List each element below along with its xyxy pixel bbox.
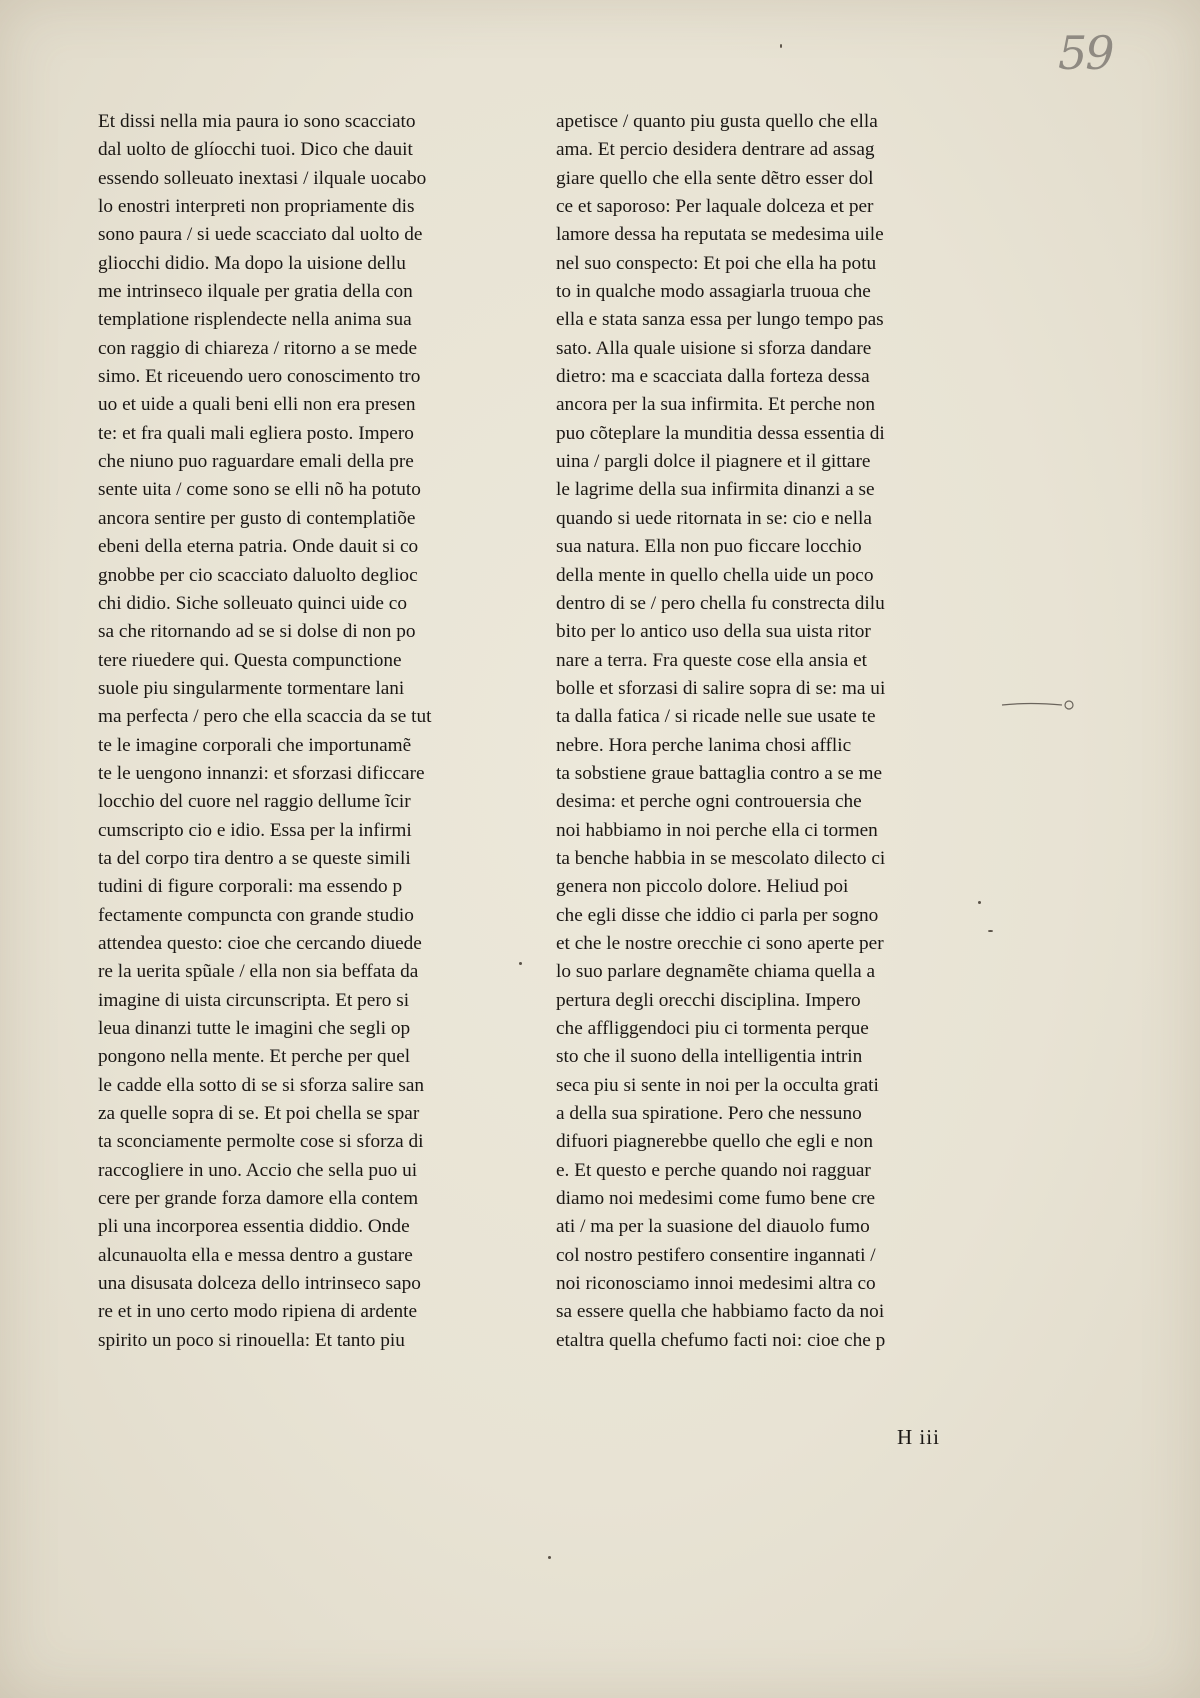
- text-line: Et dissi nella mia paura io sono scacciato: [98, 111, 416, 132]
- text-line: nel suo conspecto: Et poi che ella ha potu: [556, 252, 877, 274]
- text-line: te le imagine corporali che importunamẽ: [98, 734, 412, 756]
- text-line: raccogliere in uno. Accio che sella puo ui: [98, 1159, 418, 1181]
- text-line: ta sobstiene graue battaglia contro a se me: [556, 762, 883, 784]
- text-line: suole piu singularmente tormentare lani: [98, 677, 405, 699]
- text-line: bito per lo antico uso della sua uista ritor: [556, 621, 871, 643]
- text-line: re la uerita spũale / ella non sia beffata da: [98, 961, 419, 983]
- text-line: gnobbe per cio scacciato daluolto deglioc: [98, 564, 418, 586]
- text-line: sto che il suono della intelligentia intrin: [556, 1046, 863, 1068]
- text-line: dentro di se / pero chella fu constrecta dilu: [556, 592, 885, 614]
- text-line: e. Et questo e perche quando noi ragguar: [556, 1159, 871, 1181]
- text-line: za quelle sopra di se. Et poi chella se spar: [98, 1103, 420, 1125]
- text-line: nare a terra. Fra queste cose ella ansia et: [556, 649, 868, 671]
- text-line: sono paura / si uede scacciato dal uolto de: [98, 224, 423, 246]
- text-line: della mente in quello chella uide un poco: [556, 564, 874, 586]
- text-line: giare quello che ella sente dẽtro esser dol: [556, 167, 874, 189]
- text-line: uo et uide a quali beni elli non era presen: [98, 394, 416, 416]
- text-line: ancora per la sua infirmita. Et perche non: [556, 394, 876, 416]
- ink-speck: [988, 930, 993, 932]
- left-text-column: [98, 108, 516, 1355]
- text-line: nebre. Hora perche lanima chosi afflic: [556, 734, 852, 756]
- ink-speck: [978, 901, 981, 904]
- text-line: bolle et sforzasi di salire sopra di se: ma ui: [556, 677, 886, 699]
- signature-mark: H iii: [897, 1425, 940, 1449]
- text-line: col nostro pestifero consentire ingannati /: [556, 1244, 876, 1266]
- text-line: ama. Et percio desidera dentrare ad assag: [556, 139, 875, 161]
- text-line: che niuno puo raguardare emali della pre: [98, 451, 414, 473]
- margin-annotation-mark: [1000, 698, 1080, 712]
- text-line: fectamente compuncta con grande studio: [98, 904, 414, 926]
- text-line: sua natura. Ella non puo ficcare locchio: [556, 536, 862, 558]
- text-line: difuori piagnerebbe quello che egli e non: [556, 1131, 873, 1153]
- text-line: templatione risplendecte nella anima sua: [98, 309, 412, 331]
- text-line: leua dinanzi tutte le imagini che segli op: [98, 1018, 411, 1039]
- text-line: ancora sentire per gusto di contemplatiõe: [98, 507, 416, 529]
- text-line: essendo solleuato inextasi / ilquale uocabo: [98, 167, 427, 189]
- text-line: ta sconciamente permolte cose si sforza di: [98, 1131, 424, 1153]
- text-line: sa che ritornando ad se si dolse di non po: [98, 621, 416, 643]
- text-line: ce et saporoso: Per laquale dolceza et per: [556, 196, 874, 218]
- text-line: sente uita / come sono se elli nõ ha potuto: [98, 479, 421, 501]
- text-line: gliocchi didio. Ma dopo la uisione dellu: [98, 252, 406, 274]
- text-line: tudini di figure corporali: ma essendo p: [98, 876, 403, 898]
- text-line: noi habbiamo in noi perche ella ci tormen: [556, 819, 878, 841]
- text-line: alcunauolta ella e messa dentro a gustare: [98, 1244, 413, 1266]
- text-line: imagine di uista circunscripta. Et pero si: [98, 989, 410, 1011]
- folio-number: 59: [1058, 26, 1113, 80]
- text-line: noi riconosciamo innoi medesimi altra co: [556, 1273, 876, 1295]
- text-line: genera non piccolo dolore. Heliud poi: [556, 876, 849, 898]
- text-line: pongono nella mente. Et perche per quel: [98, 1046, 411, 1068]
- text-line: ebeni della eterna patria. Onde dauit si co: [98, 536, 419, 558]
- text-line: che affliggendoci piu ci tormenta perque: [556, 1018, 869, 1039]
- text-line: ta dalla fatica / si ricade nelle sue usate te: [556, 706, 876, 728]
- text-line: pli una incorporea essentia diddio. Onde: [98, 1216, 410, 1238]
- text-line: le cadde ella sotto di se si sforza salire san: [98, 1074, 425, 1096]
- text-line: che egli disse che iddio ci parla per sogno: [556, 904, 879, 926]
- text-line: dal uolto de glíocchi tuoi. Dico che dauit: [98, 139, 413, 161]
- text-line: uina / pargli dolce il piagnere et il gittare: [556, 451, 871, 473]
- text-line: con raggio di chiareza / ritorno a se mede: [98, 337, 418, 359]
- text-line: lo suo parlare degnamẽte chiama quella a: [556, 961, 876, 983]
- text-line: cumscripto cio e idio. Essa per la infirmi: [98, 819, 412, 841]
- text-line: me intrinseco ilquale per gratia della con: [98, 281, 413, 303]
- text-line: spirito un poco si rinouella: Et tanto piu: [98, 1329, 405, 1351]
- text-line: sato. Alla quale uisione si sforza dandare: [556, 337, 872, 359]
- text-line: attendea questo: cioe che cercando diuede: [98, 932, 422, 954]
- text-line: ella e stata sanza essa per lungo tempo pas: [556, 309, 884, 331]
- text-line: chi didio. Siche solleuato quinci uide co: [98, 592, 407, 614]
- text-line: una disusata dolceza dello intrinseco sapo: [98, 1273, 421, 1295]
- text-line: lo enostri interpreti non propriamente dis: [98, 196, 415, 218]
- text-line: et che le nostre orecchie ci sono aperte per: [556, 932, 884, 954]
- text-line: ma perfecta / pero che ella scaccia da se tut: [98, 706, 432, 728]
- ink-speck: [548, 1556, 551, 1559]
- text-line: etaltra quella chefumo facti noi: cioe che p: [556, 1329, 886, 1351]
- text-line: ati / ma per la suasione del diauolo fumo: [556, 1216, 870, 1238]
- text-line: seca piu si sente in noi per la occulta grati: [556, 1074, 879, 1096]
- text-line: lamore dessa ha reputata se medesima uile: [556, 224, 884, 246]
- ink-speck: [519, 962, 522, 965]
- text-line: to in qualche modo assagiarla truoua che: [556, 281, 871, 303]
- text-line: ta del corpo tira dentro a se queste simili: [98, 847, 411, 869]
- text-line: te le uengono innanzi: et sforzasi dificcare: [98, 762, 425, 784]
- text-line: pertura degli orecchi disciplina. Impero: [556, 989, 861, 1011]
- text-line: desima: et perche ogni controuersia che: [556, 791, 862, 813]
- text-line: apetisce / quanto piu gusta quello che ella: [556, 111, 878, 132]
- text-line: dietro: ma e scacciata dalla forteza dessa: [556, 366, 870, 388]
- text-line: locchio del cuore nel raggio dellume ĩcir: [98, 791, 411, 813]
- text-line: le lagrime della sua infirmita dinanzi a se: [556, 479, 875, 501]
- text-line: ta benche habbia in se mescolato dilecto ci: [556, 847, 886, 869]
- text-line: puo cõteplare la munditia dessa essentia di: [556, 422, 885, 444]
- text-line: a della sua spiratione. Pero che nessuno: [556, 1103, 862, 1125]
- text-line: tere riuedere qui. Questa compunctione: [98, 649, 402, 671]
- text-line: re et in uno certo modo ripiena di ardente: [98, 1301, 418, 1323]
- right-text-column: [556, 108, 974, 1355]
- text-line: te: et fra quali mali egliera posto. Impero: [98, 422, 414, 444]
- text-line: cere per grande forza damore ella contem: [98, 1188, 419, 1210]
- text-line: simo. Et riceuendo uero conoscimento tro: [98, 366, 421, 388]
- text-line: sa essere quella che habbiamo facto da noi: [556, 1301, 885, 1323]
- text-line: quando si uede ritornata in se: cio e nella: [556, 507, 872, 529]
- ink-speck: [780, 44, 782, 48]
- text-line: diamo noi medesimi come fumo bene cre: [556, 1188, 876, 1210]
